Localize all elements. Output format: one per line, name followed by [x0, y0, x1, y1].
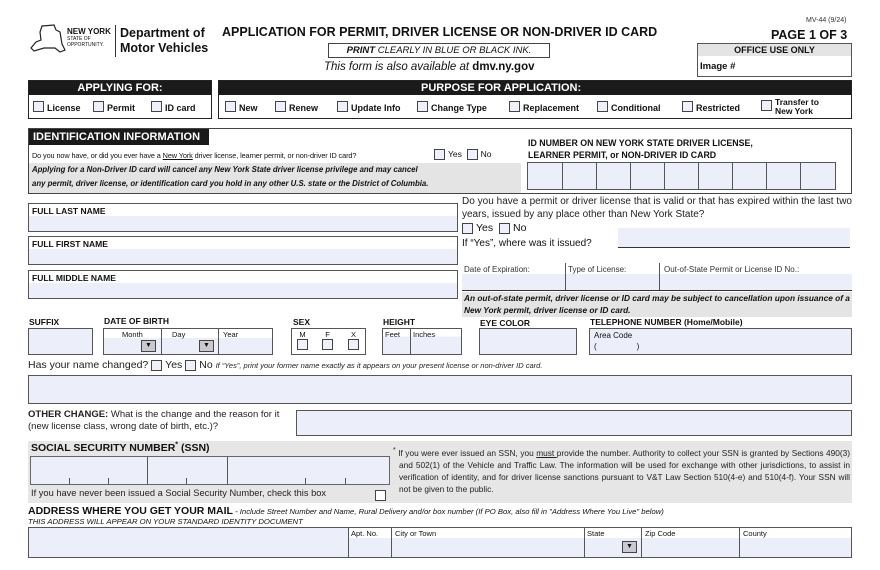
no-ssn-label: If you have never been issued a Social Security Number, check this box	[31, 488, 327, 498]
office-use-box	[697, 43, 852, 77]
id-cell-divider	[732, 163, 733, 189]
out-of-state-question: Do you have a permit or driver license that is valid or that has expired within the last two years, issued by any place other than New York State?	[462, 196, 852, 220]
id-title-line1: ID NUMBER ON NEW YORK STATE DRIVER LICENSE,	[528, 138, 753, 148]
id-cell-divider	[630, 163, 631, 189]
identification-title: IDENTIFICATION INFORMATION	[29, 129, 209, 145]
middle-name-field[interactable]	[28, 270, 458, 299]
dob-day-select[interactable]	[161, 329, 218, 354]
license-type-label: Type of License:	[568, 265, 627, 274]
sex-f-checkbox[interactable]	[322, 330, 333, 350]
apt-label: Apt. No.	[351, 529, 379, 538]
ssn-digit-tick	[186, 478, 187, 484]
sex-field	[291, 328, 366, 355]
purpose-title: PURPOSE FOR APPLICATION:	[219, 81, 851, 95]
expiration-label: Date of Expiration:	[464, 265, 530, 274]
street-address-input[interactable]	[29, 528, 348, 557]
state-label: State	[587, 529, 605, 538]
ssn-group-divider	[227, 457, 228, 484]
out-of-state-yes-no	[462, 222, 526, 235]
transfer-line2: New York	[775, 105, 813, 116]
out-of-state-yes-checkbox[interactable]	[462, 222, 493, 234]
availability-note	[324, 60, 535, 74]
other-change-bold: OTHER CHANGE:	[28, 409, 109, 420]
purpose-restricted-checkbox[interactable]	[682, 101, 740, 114]
city-label: City or Town	[395, 529, 437, 538]
last-name-label: FULL LAST NAME	[32, 206, 106, 216]
purpose-new-checkbox[interactable]	[225, 101, 258, 114]
id-cell-divider	[596, 163, 597, 189]
id-cell-divider	[562, 163, 563, 189]
office-use-title: OFFICE USE ONLY	[698, 44, 851, 56]
ssn-suffix: (SSN)	[178, 442, 210, 454]
county-input[interactable]	[739, 528, 851, 557]
other-change-input[interactable]	[296, 410, 852, 436]
address-subtitle: THIS ADDRESS WILL APPEAR ON YOUR STANDARD IDENTITY DOCUMENT	[28, 517, 303, 526]
address-instructions: - Include Street Number and Name, Rural Delivery and/or box number (If PO Box, also fill in "Address Where You Live" below)	[232, 507, 664, 516]
out-of-state-warning: An out-of-state permit, driver license or ID card may be subject to cancellation upon issuance of a New York permit, driver license or ID card.	[462, 292, 852, 317]
phone-input[interactable]	[589, 328, 852, 355]
other-change-label	[28, 409, 294, 433]
label: Yes	[448, 149, 462, 159]
first-name-field[interactable]	[28, 236, 458, 265]
name-change-no-checkbox[interactable]	[185, 359, 212, 371]
suffix-label: SUFFIX	[29, 317, 60, 327]
out-of-state-details	[462, 263, 852, 291]
out-of-state-id-label: Out-of-State Permit or License ID No.:	[664, 265, 800, 274]
purpose-conditional-checkbox[interactable]	[597, 101, 661, 114]
label: Conditional	[611, 103, 661, 113]
purpose-transfer-checkbox[interactable]	[761, 98, 819, 119]
dmv-url-link[interactable]: dmv.ny.gov	[472, 61, 535, 73]
ssn-group-divider	[147, 457, 148, 484]
transfer-line1: Transfer to	[775, 97, 819, 107]
label: ID card	[165, 103, 196, 113]
name-change-question: Has your name changed?	[28, 359, 149, 371]
name-change-note: If “Yes”, print your former name exactly as it appears on your present license or non-driver ID card.	[215, 361, 543, 370]
ssn-input[interactable]	[30, 456, 390, 485]
county-label: County	[743, 529, 767, 538]
month-label: Month	[122, 330, 143, 339]
print-instruction	[328, 43, 550, 58]
phone-label: TELEPHONE NUMBER (Home/Mobile)	[590, 317, 743, 327]
q-pre: Do you now have, or did you ever have a	[32, 151, 163, 160]
note-star: *	[393, 447, 396, 455]
logo-opportunity: OPPORTUNITY.	[67, 42, 104, 48]
form-id: MV-44 (9/24)	[806, 17, 847, 24]
dept-line2: Motor Vehicles	[120, 41, 209, 55]
eye-color-input[interactable]	[479, 328, 577, 355]
paren-open: (	[594, 342, 597, 351]
name-change-yes-checkbox[interactable]	[151, 359, 182, 371]
feet-label: Feet	[385, 330, 401, 339]
page-number: PAGE 1 OF 3	[771, 28, 848, 42]
dob-label: DATE OF BIRTH	[104, 316, 170, 326]
applying-permit-checkbox[interactable]	[93, 101, 135, 114]
ssn-digit-tick	[108, 478, 109, 484]
sex-label: SEX	[293, 317, 311, 327]
label: New	[239, 103, 258, 113]
purpose-section	[218, 80, 852, 119]
applying-for-section	[28, 80, 212, 119]
suffix-input[interactable]	[28, 328, 93, 355]
ny-license-no-checkbox[interactable]	[467, 149, 492, 159]
middle-name-label: FULL MIDDLE NAME	[32, 273, 116, 283]
id-cell-divider	[664, 163, 665, 189]
dob-field	[103, 328, 273, 355]
height-feet-input[interactable]	[383, 329, 410, 354]
purpose-replacement-checkbox[interactable]	[509, 101, 579, 114]
applying-license-checkbox[interactable]	[33, 101, 81, 114]
logo-divider	[115, 25, 116, 57]
day-label: Day	[172, 330, 186, 339]
print-bold: PRINT	[346, 45, 376, 56]
address-title: ADDRESS WHERE YOU GET YOUR MAIL	[28, 505, 233, 517]
state-dropdown-icon[interactable]: ▼	[622, 541, 637, 553]
zip-input[interactable]	[641, 528, 739, 557]
id-cell-divider	[766, 163, 767, 189]
ssn-digit-tick	[345, 478, 346, 484]
height-inches-input[interactable]	[410, 329, 461, 354]
inches-label: Inches	[413, 330, 436, 339]
name-change-row	[28, 359, 542, 372]
label: Yes	[476, 222, 494, 234]
label: No	[512, 222, 527, 234]
q-post: driver license, learner permit, or non-driver ID card?	[192, 151, 357, 160]
id-number-title	[528, 137, 753, 161]
apt-number-input[interactable]	[348, 528, 391, 557]
ny-logo-text	[67, 27, 111, 48]
ssn-disclosure-note	[393, 447, 850, 495]
logo-new-york: NEW YORK	[67, 27, 111, 36]
dob-year-input[interactable]	[218, 329, 272, 354]
ny-id-number-input[interactable]	[527, 162, 836, 190]
month-dropdown-icon[interactable]: ▼	[141, 340, 156, 352]
state-select[interactable]	[584, 528, 641, 557]
purpose-update-info-checkbox[interactable]	[337, 101, 401, 114]
year-label: Year	[223, 330, 239, 339]
note-pre: If you were ever issued an SSN, you	[395, 448, 537, 458]
warning-line1: Applying for a Non-Driver ID card will cancel any New York State driver license privilege and may cancel	[32, 165, 418, 174]
q-link: New York	[162, 151, 193, 160]
sex-x-checkbox[interactable]	[348, 330, 359, 350]
where-issued-label: If “Yes”, where was it issued?	[462, 238, 592, 249]
area-code-label: Area Code	[594, 331, 633, 340]
purpose-renew-checkbox[interactable]	[275, 101, 318, 114]
available-text: This form is also available at	[324, 61, 473, 73]
id-cell-divider	[698, 163, 699, 189]
warning-line2: any permit, driver license, or identification card you hold in any other U.S. state or the District of Columbia.	[32, 179, 429, 188]
where-issued-input[interactable]	[618, 228, 850, 248]
image-number-label: Image #	[700, 61, 736, 72]
mail-address-row	[28, 527, 852, 558]
out-of-state-id-field[interactable]	[659, 263, 852, 290]
sex-m-checkbox[interactable]	[297, 330, 308, 350]
height-field	[382, 328, 462, 355]
label: Replacement	[523, 103, 580, 113]
ssn-digit-tick	[69, 478, 70, 484]
logo-state-of: STATE OF	[67, 36, 91, 42]
eye-color-label: EYE COLOR	[480, 318, 531, 328]
identification-section	[28, 128, 852, 194]
height-label: HEIGHT	[383, 317, 416, 327]
label: License	[47, 103, 81, 113]
label: Update Info	[351, 103, 401, 113]
label: X	[350, 330, 356, 339]
other-change-text: What is the change and the reason for it (new license class, wrong date of birth, etc.)?	[28, 409, 280, 432]
dob-month-select[interactable]	[104, 329, 161, 354]
ssn-title-text: SOCIAL SECURITY NUMBER	[31, 442, 176, 454]
label: Change Type	[431, 103, 487, 113]
ssn-title	[31, 442, 210, 455]
ny-license-yes-no	[434, 148, 491, 160]
paren-close: )	[636, 342, 640, 351]
id-cell-divider	[800, 163, 801, 189]
ny-state-map-logo	[30, 24, 66, 56]
last-name-field[interactable]	[28, 203, 458, 232]
purpose-change-type-checkbox[interactable]	[417, 101, 487, 114]
dept-line1: Department of	[120, 26, 205, 40]
label: M	[299, 330, 306, 339]
ny-license-question	[32, 151, 356, 160]
label: F	[325, 330, 330, 339]
note-must: must	[536, 448, 557, 458]
label: Permit	[107, 103, 136, 113]
expiration-field[interactable]	[462, 263, 565, 290]
city-input[interactable]	[391, 528, 584, 557]
label: Restricted	[696, 103, 741, 113]
label: No	[199, 359, 213, 371]
out-of-state-no-checkbox[interactable]	[499, 222, 526, 234]
label: No	[480, 149, 492, 159]
ssn-digit-tick	[305, 478, 306, 484]
dmv-name	[120, 26, 208, 56]
ny-license-yes-checkbox[interactable]	[434, 149, 462, 159]
non-driver-warning	[29, 163, 521, 193]
note-post: provide the number. Authority to collect your SSN is granted by Sections 490(3) and 502(1) of the Vehicle and Traffic Law. The information will be used for exchange with other jurisdictions, to assist in verification of identity, and for driver license sanctions pursuant to V&T Law Section 510(4-e) and 510(4-f). Your SSN will not be given to the public.	[399, 448, 851, 494]
print-rest: CLEARLY IN BLUE OR BLACK INK.	[375, 45, 532, 56]
no-ssn-checkbox[interactable]	[375, 487, 389, 505]
label: Yes	[165, 359, 183, 371]
ssn-star: *	[175, 441, 179, 449]
zip-label: Zip Code	[645, 529, 676, 538]
former-name-input[interactable]	[28, 375, 852, 404]
first-name-label: FULL FIRST NAME	[32, 239, 108, 249]
day-dropdown-icon[interactable]: ▼	[199, 340, 214, 352]
applying-idcard-checkbox[interactable]	[151, 101, 196, 114]
id-title-line2: LEARNER PERMIT, or NON-DRIVER ID CARD	[528, 150, 717, 160]
applying-for-title: APPLYING FOR:	[29, 81, 211, 95]
label: Renew	[289, 103, 319, 113]
license-type-field[interactable]	[565, 263, 659, 290]
form-title: APPLICATION FOR PERMIT, DRIVER LICENSE OR NON-DRIVER ID CARD	[222, 25, 658, 39]
